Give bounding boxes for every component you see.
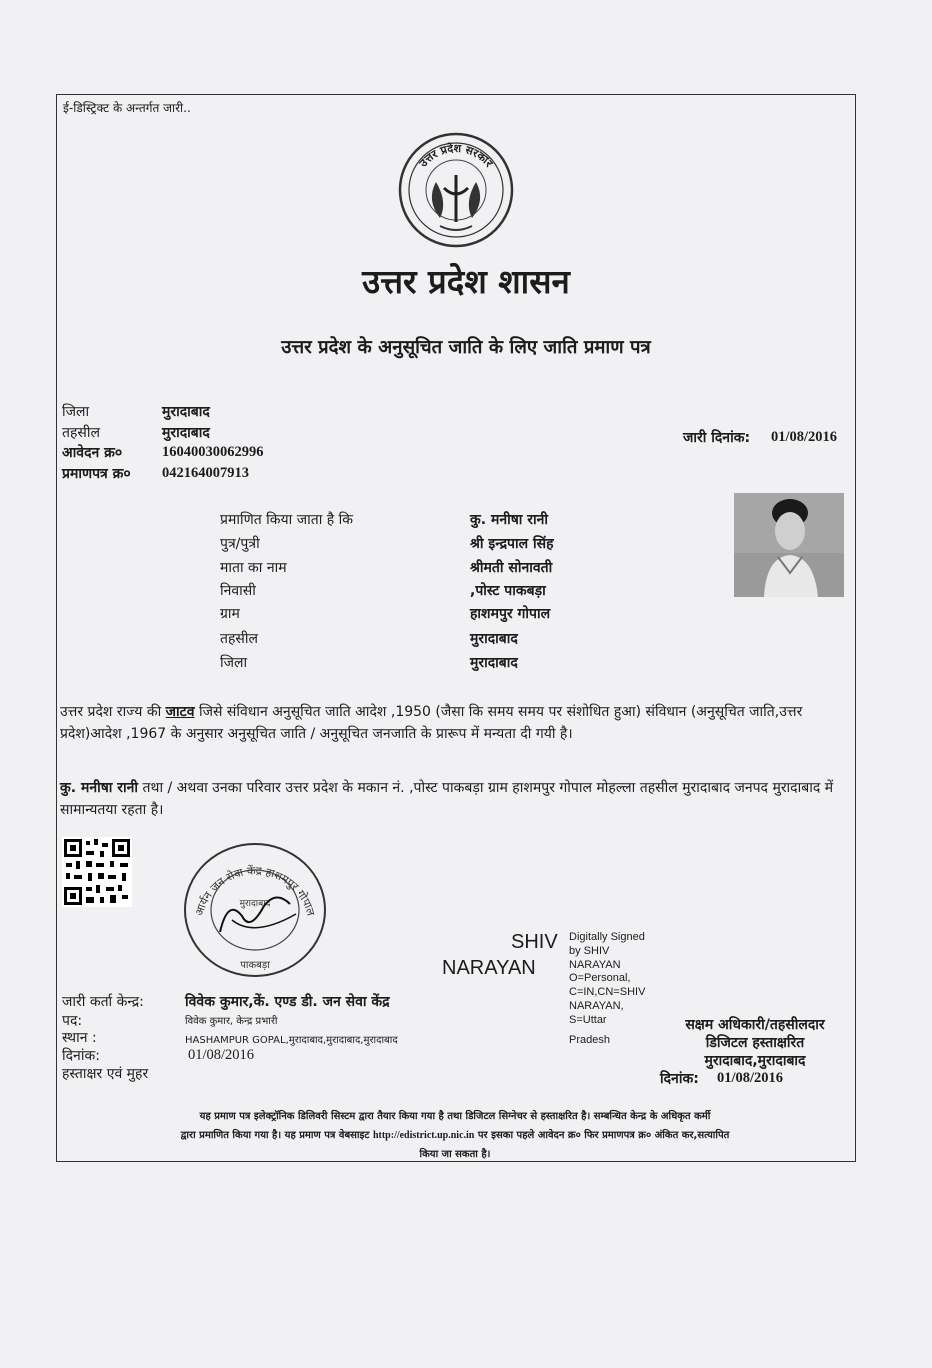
issuer-seal-stamp (180, 840, 330, 980)
applicant-photo (734, 493, 844, 597)
footer-line-2 (60, 1126, 850, 1145)
footer-line-1: यह प्रमाण पत्र इलेक्ट्रॉनिक डिलिवरी सिस्टम द्वारा तैयार किया गया है तथा डिजिटल सिग्नेचर से हस्ताक्षरित है। सम्बन्धित केन्द्र के अधिकृत कर्मी (199, 1111, 711, 1122)
issuer-center-value: विवेक कुमार,कें. एण्ड डी. जन सेवा केंद्र (185, 994, 390, 1010)
residence-text: तथा / अथवा उनका परिवार उत्तर प्रदेश के मकान नं. ,पोस्ट पाकबड़ा ग्राम हाशमपुर गोपाल मोहल्ला तहसील मुरादाबाद जनपद मुरादाबाद में सामान्यतया रहता है। (60, 780, 834, 818)
qr-code-icon (62, 837, 132, 907)
meta-value-application-no: 16040030062996 (162, 444, 264, 460)
meta-label-certificate-no: प्रमाणपत्र क्र० (62, 466, 131, 482)
seal-center-text: मुरादाबाद (239, 899, 271, 909)
detail-value-village: हाशमपुर गोपाल (470, 606, 551, 622)
issuer-post-label: पद: (62, 1013, 83, 1029)
issuer-date-label: दिनांक: (62, 1048, 100, 1064)
emblem-text: उत्तर प्रदेश सरकार (416, 141, 496, 170)
caste-paragraph-rest: जिसे संविधान अनुसूचित जाति आदेश ,1950 (जैसा कि समय समय पर संशोधित हुआ) संविधान (अनुसूचित जाति,उत्तर प्रदेश)आदेश ,1967 के अनुसार अनुसूचित जाति / अनुसूचित जनजाति के प्रारूप में मन्यता दी गयी है। (60, 704, 803, 742)
issuer-place-value: HASHAMPUR GOPAL,मुरादाबाद,मुरादाबाद,मुरादाबाद (185, 1035, 398, 1046)
detail-label-parent: पुत्र/पुत्री (220, 536, 260, 552)
ds-line: O=Personal, (569, 972, 631, 985)
issuer-date-value: 01/08/2016 (188, 1047, 255, 1063)
detail-value-tehsil: मुरादाबाद (470, 631, 518, 647)
authority-date-value: 01/08/2016 (717, 1070, 784, 1086)
ds-line: S=Uttar (569, 1013, 607, 1026)
ds-line: C=IN,CN=SHIV (569, 986, 646, 999)
footer-url-link[interactable]: http://edistrict.up.nic.in (372, 1130, 475, 1141)
detail-label-resident: निवासी (220, 583, 256, 599)
ds-line: Pradesh (569, 1033, 610, 1046)
meta-label-tehsil: तहसील (62, 425, 100, 441)
certificate-border (56, 94, 856, 1162)
meta-value-certificate-no: 042164007913 (162, 465, 249, 481)
detail-label-mother: माता का नाम (220, 560, 287, 576)
detail-value-father: श्री इन्द्रपाल सिंह (470, 536, 554, 552)
residence-applicant-name: कु. मनीषा रानी (60, 780, 139, 796)
detail-value-mother: श्रीमती सोनावती (470, 560, 553, 576)
authority-digitally-signed: डिजिटल हस्ताक्षरित (705, 1035, 805, 1051)
detail-label-village: ग्राम (220, 606, 240, 622)
detail-value-resident: ,पोस्ट पाकबड़ा (470, 583, 546, 599)
svg-text:उत्तर प्रदेश सरकार (416, 141, 496, 170)
page-title: उत्तर प्रदेश शासन (362, 262, 570, 301)
header-note: ई-डिस्ट्रिक्ट के अन्तर्गत जारी.. (63, 101, 191, 115)
ds-line: by SHIV (569, 944, 610, 957)
detail-label-tehsil: तहसील (220, 631, 258, 647)
ds-line: NARAYAN (569, 958, 621, 971)
caste-paragraph (60, 701, 850, 745)
issuer-center-label: जारी कर्ता केन्द्र: (62, 994, 144, 1010)
authority-location: मुरादाबाद,मुरादाबाद (704, 1053, 806, 1069)
ds-line: NARAYAN, (569, 999, 624, 1012)
emblem-ring-text (396, 130, 516, 250)
meta-label-district: जिला (62, 404, 90, 420)
seal-bottom-text: पाकबड़ा (240, 960, 270, 971)
caste-name: जाटव (165, 704, 195, 720)
detail-label-certified: प्रमाणित किया जाता है कि (220, 512, 354, 528)
digital-signer-name-line1: SHIV (511, 931, 558, 953)
issuer-place-label: स्थान : (62, 1030, 97, 1046)
issuer-post-value: विवेक कुमार, केन्द्र प्रभारी (185, 1016, 278, 1027)
authority-designation: सक्षम अधिकारी/तहसीलदार (685, 1017, 825, 1033)
footer-line-3: किया जा सकता है। (419, 1149, 491, 1160)
ds-line: Digitally Signed (569, 931, 645, 943)
certificate-subtitle: उत्तर प्रदेश के अनुसूचित जाति के लिए जाति प्रमाण पत्र (281, 337, 651, 358)
detail-value-district: मुरादाबाद (470, 655, 518, 671)
residence-paragraph (60, 777, 850, 821)
authority-date-label: दिनांक: (660, 1071, 699, 1087)
meta-value-district: मुरादाबाद (162, 404, 210, 420)
detail-label-district: जिला (220, 655, 248, 671)
issue-date-label: जारी दिनांक: (683, 430, 751, 446)
footer-line-2-end: पर इसका पहले आवेदन क्र० फिर प्रमाणपत्र क्र० अंकित कर,सत्यापित (477, 1130, 730, 1141)
caste-paragraph-start: उत्तर प्रदेश राज्य की (60, 704, 166, 720)
digital-signer-name-line2: NARAYAN (442, 957, 536, 979)
footer-note (60, 1107, 850, 1164)
seal-ring-text: आर्यन जन सेवा केंद्र हाशमपुर गोपाल (192, 864, 318, 918)
issue-date-value: 01/08/2016 (771, 429, 838, 445)
digital-signature-details (569, 931, 645, 1047)
detail-value-name: कु. मनीषा रानी (470, 512, 549, 528)
meta-label-application-no: आवेदन क्र० (62, 445, 123, 461)
meta-value-tehsil: मुरादाबाद (162, 425, 210, 441)
footer-line-2-start: द्वारा प्रमाणित किया गया है। यह प्रमाण पत्र वेबसाइट (180, 1130, 370, 1141)
issuer-sign-label: हस्ताक्षर एवं मुहर (62, 1066, 149, 1082)
